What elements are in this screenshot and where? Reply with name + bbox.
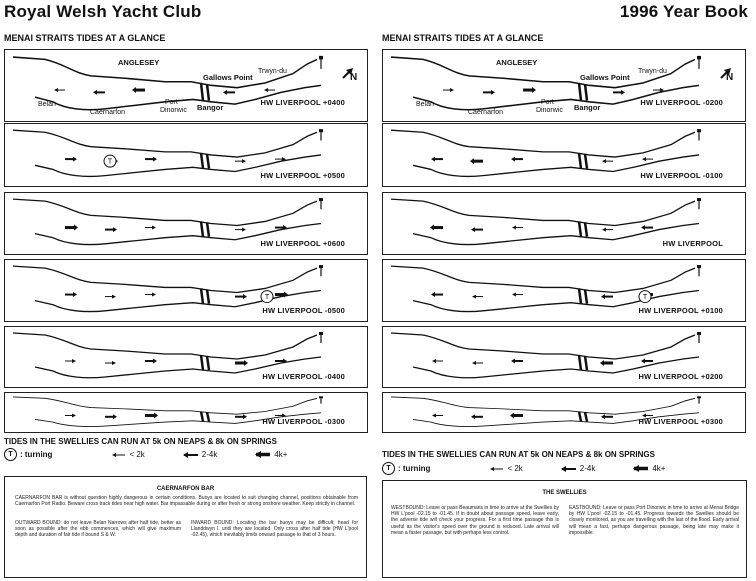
tide-arrow-1 — [430, 225, 443, 231]
place-anglesey-r: ANGLESEY — [496, 58, 538, 67]
anglesey-coastline — [391, 199, 695, 225]
tide-arrow-2 — [93, 90, 105, 95]
tide-arrow-4 — [223, 90, 235, 95]
svg-text:T: T — [264, 294, 270, 302]
swellies-eastbound: EASTBOUND: Leave or pass Port Dinorwic in time to arrive at Menai Bridge by HW L'pool -02.15 to -01.45. Progress towards the Swellies should be closely monitored, as you are travelling with the last of the flood. Early arrival will mean a fast, perhaps dangerous passage, being late may make it impossible. — [569, 505, 739, 536]
legend-fast-r: 4k+ — [652, 464, 666, 473]
tide-arrow-3 — [132, 87, 145, 93]
swellies-title: THE SWELLIES — [542, 490, 587, 496]
mainland-coastline — [413, 223, 699, 244]
legend-medium-r: 2-4k — [579, 464, 596, 473]
place-bangor: Bangor — [197, 103, 224, 112]
north-indicator-r: N — [726, 72, 734, 83]
tide-arrow-4 — [235, 294, 247, 299]
tide-arrow-4 — [600, 360, 613, 366]
tide-arrow-3 — [145, 157, 157, 162]
hw-liverpool-label: HW LIVERPOOL -0400 — [262, 372, 345, 381]
place-caernarfon: Caernarfon — [90, 109, 126, 116]
tide-map-svg — [5, 393, 368, 433]
tide-arrow-5 — [642, 157, 653, 161]
menai-bridge-icon — [579, 83, 581, 101]
tide-panel-left-2 — [4, 123, 368, 187]
anglesey-coastline — [391, 130, 695, 157]
britannia-bridge-icon — [207, 222, 209, 236]
tide-map-svg — [383, 50, 746, 122]
tide-panel-left-6 — [4, 392, 368, 433]
svg-text:T: T — [642, 294, 648, 302]
menai-bridge-icon — [579, 153, 581, 168]
svg-text:T: T — [107, 158, 113, 166]
tide-arrow-1 — [65, 359, 76, 363]
anglesey-coastline — [13, 333, 317, 359]
tide-panel-right-1 — [382, 49, 746, 122]
tide-arrow-1 — [431, 292, 443, 297]
hw-liverpool-label: HW LIVERPOOL -0500 — [262, 306, 345, 315]
tide-arrow-2 — [105, 227, 117, 232]
legend-fast: 4k+ — [274, 450, 288, 459]
tide-arrow-1 — [432, 413, 443, 417]
place-port: Port — [165, 99, 178, 106]
legend-medium: 2-4k — [201, 450, 218, 459]
tide-arrow-1 — [443, 88, 454, 92]
place-caernarfon-r: Caernarfon — [468, 109, 504, 116]
anglesey-coastline — [391, 266, 695, 292]
menai-bridge-icon — [201, 83, 203, 101]
club-title: Royal Welsh Yacht Club — [4, 2, 202, 21]
anglesey-coastline — [13, 199, 317, 225]
tide-arrow-2 — [470, 158, 483, 164]
place-dinorwic: Dinorwic — [160, 107, 187, 114]
menai-bridge-icon — [579, 221, 581, 236]
hw-liverpool-label: HW LIVERPOOL +0100 — [638, 306, 723, 315]
hw-liverpool-label: HW LIVERPOOL +0400 — [260, 98, 345, 107]
caernarfon-inward: INWARD BOUND: Locating the bar buoys may be difficult; head for Llanddwyn I. until they are located. Only cross after half tide (HW L'pool -02.45), which inevitably limits onward passage to that of 3 hours. — [191, 520, 358, 539]
turning-point-icon — [261, 291, 273, 303]
place-anglesey: ANGLESEY — [118, 58, 160, 67]
legend-turning-label: : turning — [20, 450, 53, 459]
anglesey-coastline — [13, 130, 317, 157]
britannia-bridge-icon — [585, 154, 587, 168]
tide-arrow-4 — [601, 294, 613, 299]
britannia-bridge-icon — [585, 356, 587, 370]
tide-arrow-1 — [54, 88, 65, 92]
slow-arrow-icon — [112, 452, 126, 458]
legend-slow: < 2k — [129, 450, 145, 459]
anglesey-coastline — [13, 397, 317, 414]
tide-arrow-3 — [511, 359, 523, 364]
tide-panel-right-4 — [382, 259, 746, 322]
britannia-bridge-icon — [585, 412, 587, 421]
menai-bridge-icon — [201, 153, 203, 168]
turning-symbol-r: T — [382, 462, 395, 475]
hw-liverpool-label: HW LIVERPOOL +0500 — [260, 171, 345, 180]
column-title-left: MENAI STRAITS TIDES AT A GLANCE — [4, 33, 166, 43]
menai-bridge-icon — [201, 412, 203, 422]
caernarfon-bar-box — [4, 476, 367, 578]
tide-arrow-2 — [471, 414, 483, 419]
hw-liverpool-label: HW LIVERPOOL -0200 — [640, 98, 723, 107]
hw-liverpool-label: HW LIVERPOOL — [662, 239, 723, 248]
caernarfon-outward: OUTWARD BOUND: do not leave Belan Narrows after half tide, better as soon as possible after the ebb commences, which will give maximum depth and duration of fair tide if bound S & W. — [15, 520, 181, 539]
caernarfon-intro: CAERNARFON BAR is without question highly dangerous in certain conditions. Buoys are located to suit changing channel, positions obtainable from Caernarfon Port Radio. Beware cross track tides near high water. Bar impassable during or after fresh or strong onshore weather. Keep strictly in channel. — [15, 495, 358, 508]
tide-panel-right-2 — [382, 123, 746, 187]
swellies-note-right: TIDES IN THE SWELLIES CAN RUN AT 5k ON NEAPS & 8k ON SPRINGS — [382, 450, 655, 459]
fast-arrow-icon — [255, 451, 271, 458]
tide-arrow-2 — [105, 414, 117, 419]
tide-panel-left-4 — [4, 259, 368, 322]
legend-turning-label-r: : turning — [398, 464, 431, 473]
menai-bridge-icon — [579, 288, 581, 303]
tide-arrow-1 — [431, 157, 443, 162]
yearbook-title: 1996 Year Book — [619, 2, 748, 21]
place-trwyn-du-r: Trwyn-du — [638, 68, 667, 75]
medium-arrow-icon — [183, 452, 199, 458]
tide-arrow-4 — [235, 360, 248, 366]
tide-panel-left-5 — [4, 326, 368, 388]
tide-arrow-4 — [235, 159, 246, 163]
menai-bridge-icon — [579, 412, 581, 422]
tide-arrow-4 — [235, 414, 247, 419]
tide-arrow-2 — [471, 227, 483, 232]
tide-arrow-2 — [472, 295, 483, 299]
hw-liverpool-label: HW LIVERPOOL +0300 — [638, 417, 723, 426]
hw-liverpool-label: HW LIVERPOOL +0600 — [260, 239, 345, 248]
anglesey-coastline — [13, 266, 317, 292]
place-trwyn-du: Trwyn-du — [258, 68, 287, 75]
swellies-westbound: WESTBOUND: Leave or pass Beaumaris in time to arrive at the Swellies by HW L'pool -02.15 to -01.45. If in doubt about passage speed, leave early, the adverse tide will check your progress. For a first time passage this is useful as the visitor's speed over the ground is reduced. Late arrival will mean a faster passage, but with perhaps less control. — [391, 505, 559, 536]
tide-arrow-2 — [105, 295, 116, 299]
tide-arrow-3 — [145, 412, 158, 418]
tide-arrow-5 — [641, 359, 653, 364]
hw-liverpool-label: HW LIVERPOOL +0200 — [638, 372, 723, 381]
swellies-note-left: TIDES IN THE SWELLIES CAN RUN AT 5k ON NEAPS & 8k ON SPRINGS — [4, 437, 277, 446]
slow-arrow-icon — [490, 466, 504, 472]
tide-arrow-4 — [602, 159, 613, 163]
tide-arrow-1 — [65, 292, 77, 297]
britannia-bridge-icon — [585, 222, 587, 236]
tide-panel-right-6 — [382, 392, 746, 433]
tide-arrow-3 — [512, 226, 523, 230]
place-dinorwic-r: Dinorwic — [536, 107, 563, 114]
medium-arrow-icon — [561, 466, 577, 472]
anglesey-coastline — [391, 333, 695, 359]
turning-point-icon — [639, 291, 651, 303]
tide-arrow-1 — [65, 413, 76, 417]
tide-arrow-4 — [235, 228, 246, 232]
britannia-bridge-icon — [207, 84, 209, 100]
britannia-bridge-icon — [585, 289, 587, 303]
fast-arrow-icon — [633, 465, 649, 472]
tide-arrow-5 — [641, 225, 653, 230]
north-indicator: N — [350, 72, 358, 83]
tide-arrow-3 — [512, 293, 523, 297]
menai-bridge-icon — [201, 355, 203, 370]
place-belan: Belan — [38, 101, 56, 108]
anglesey-coastline — [391, 397, 695, 414]
swellies-box — [382, 480, 747, 578]
tide-arrow-3 — [145, 359, 157, 364]
turning-point-icon — [104, 155, 116, 167]
menai-bridge-icon — [579, 355, 581, 370]
tide-arrow-4 — [602, 228, 613, 232]
tide-arrow-3 — [145, 226, 156, 230]
hw-liverpool-label: HW LIVERPOOL -0100 — [640, 171, 723, 180]
menai-bridge-icon — [201, 288, 203, 303]
legend-left — [4, 448, 325, 461]
tide-arrow-2 — [472, 361, 483, 365]
caernarfon-bar-title: CAERNARFON BAR — [156, 486, 215, 492]
tide-arrow-3 — [523, 87, 536, 93]
tide-arrow-3 — [145, 293, 156, 297]
tide-arrow-3 — [511, 157, 523, 162]
place-gallows-point: Gallows Point — [203, 73, 253, 82]
menai-bridge-icon — [201, 221, 203, 236]
hw-liverpool-label: HW LIVERPOOL -0300 — [262, 417, 345, 426]
column-title-right: MENAI STRAITS TIDES AT A GLANCE — [382, 33, 544, 43]
tide-arrow-3 — [510, 412, 523, 418]
tide-panel-right-5 — [382, 326, 746, 388]
tide-arrow-2 — [105, 361, 116, 365]
britannia-bridge-icon — [207, 154, 209, 168]
tide-arrow-4 — [613, 90, 625, 95]
tide-panel-left-3 — [4, 192, 368, 255]
tide-arrow-4 — [601, 414, 613, 419]
turning-symbol: T — [4, 448, 17, 461]
britannia-bridge-icon — [585, 84, 587, 100]
tide-arrow-1 — [65, 157, 77, 162]
britannia-bridge-icon — [207, 289, 209, 303]
tide-arrow-2 — [483, 90, 495, 95]
tide-arrow-1 — [65, 225, 78, 231]
place-gallows-point-r: Gallows Point — [580, 73, 630, 82]
place-port-r: Port — [541, 99, 554, 106]
place-bangor-r: Bangor — [574, 103, 601, 112]
britannia-bridge-icon — [207, 412, 209, 421]
legend-slow-r: < 2k — [507, 464, 523, 473]
tide-map-svg — [383, 393, 746, 433]
britannia-bridge-icon — [207, 356, 209, 370]
place-belan-r: Belan — [416, 101, 434, 108]
legend-right — [382, 462, 703, 475]
tide-panel-right-3 — [382, 192, 746, 255]
tide-arrow-1 — [432, 359, 443, 363]
tide-arrow-5 — [264, 88, 275, 92]
